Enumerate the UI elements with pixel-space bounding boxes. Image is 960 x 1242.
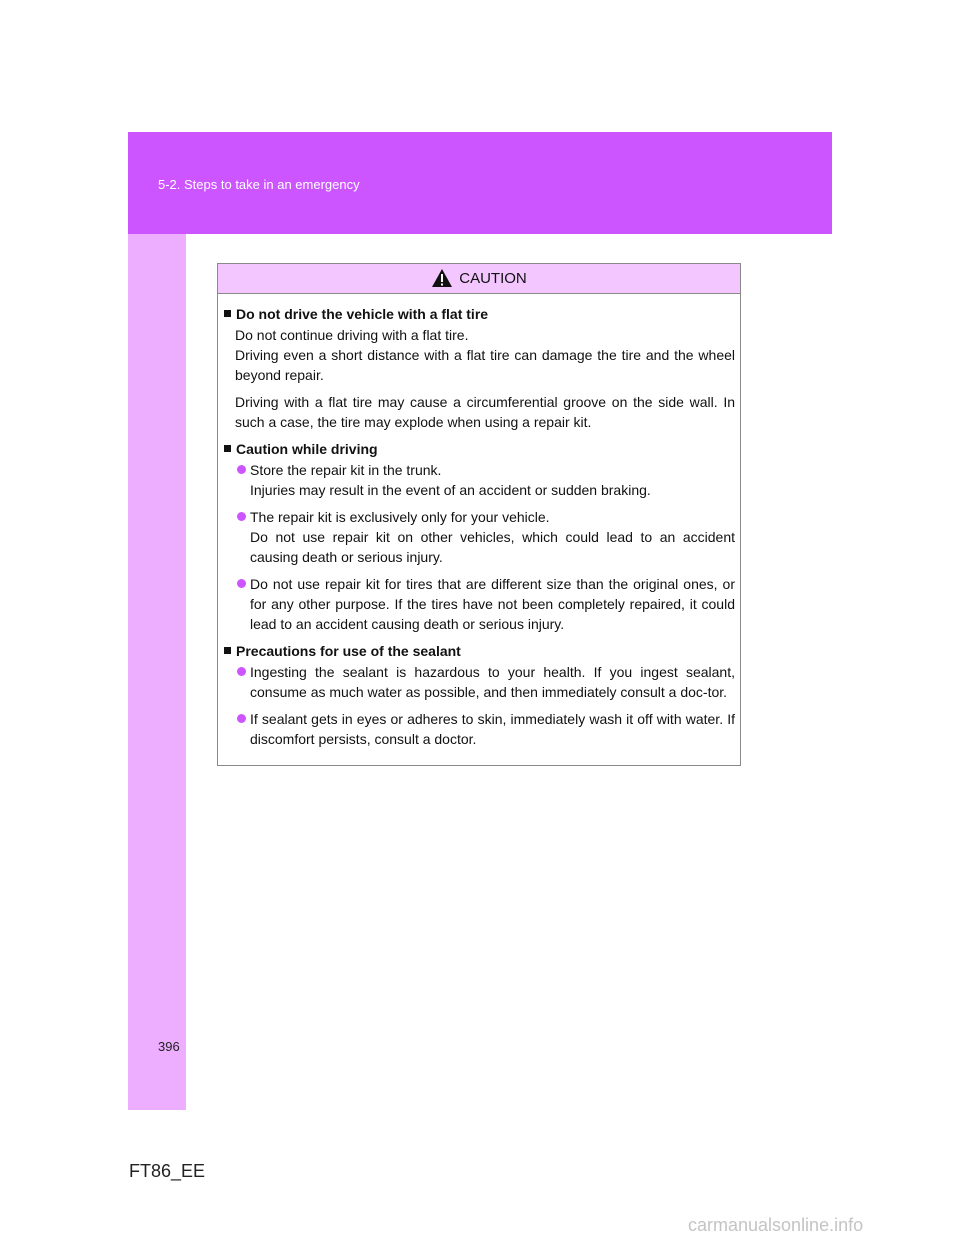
list-item: Store the repair kit in the trunk. Injuries may result in the event of an accident or sudden braking. <box>223 460 735 500</box>
caution-title: CAUTION <box>459 270 527 287</box>
circle-bullet-icon <box>237 512 246 521</box>
section-sealant-precautions <box>223 641 735 749</box>
square-bullet-icon <box>224 647 231 654</box>
circle-bullet-icon <box>237 667 246 676</box>
document-code: FT86_EE <box>129 1161 206 1181</box>
section-title: Precautions for use of the sealant <box>223 641 735 661</box>
circle-bullet-icon <box>237 579 246 588</box>
caution-box <box>217 263 741 766</box>
circle-bullet-icon <box>237 465 246 474</box>
section-flat-tire <box>223 304 735 432</box>
list-item: Do not use repair kit for tires that are different size than the original ones, or for any other purpose. If the tires have not been completely repaired, it could lead to an accident causing death or serious injury. <box>223 574 735 634</box>
list-item: The repair kit is exclusively only for your vehicle. Do not use repair kit on other vehicles, which could lead to an accident causing death or serious injury. <box>223 507 735 567</box>
square-bullet-icon <box>224 310 231 317</box>
caution-body <box>218 294 740 749</box>
paragraph: Driving with a flat tire may cause a circumferential groove on the side wall. In such a case, the tire may explode when using a repair kit. <box>235 394 735 430</box>
section-label: 5-2. Steps to take in an emergency <box>158 177 360 192</box>
circle-bullet-icon <box>237 714 246 723</box>
side-margin-band <box>128 234 186 1110</box>
section-title: Caution while driving <box>223 439 735 459</box>
square-bullet-icon <box>224 445 231 452</box>
page-number: 396 <box>158 1039 180 1054</box>
watermark: carmanualsonline.info <box>688 1215 864 1235</box>
warning-triangle-icon <box>431 268 453 288</box>
caution-header <box>218 264 740 294</box>
section-caution-while-driving <box>223 439 735 634</box>
list-item: If sealant gets in eyes or adheres to skin, immediately wash it off with water. If discomfort persists, consult a doctor. <box>223 709 735 749</box>
list-item: Ingesting the sealant is hazardous to your health. If you ingest sealant, consume as much water as possible, and then immediately consult a doc-tor. <box>223 662 735 702</box>
section-title: Do not drive the vehicle with a flat tire <box>223 304 735 324</box>
paragraph: Do not continue driving with a flat tire. Driving even a short distance with a flat tire can damage the tire and the wheel beyond repair. <box>235 327 735 383</box>
